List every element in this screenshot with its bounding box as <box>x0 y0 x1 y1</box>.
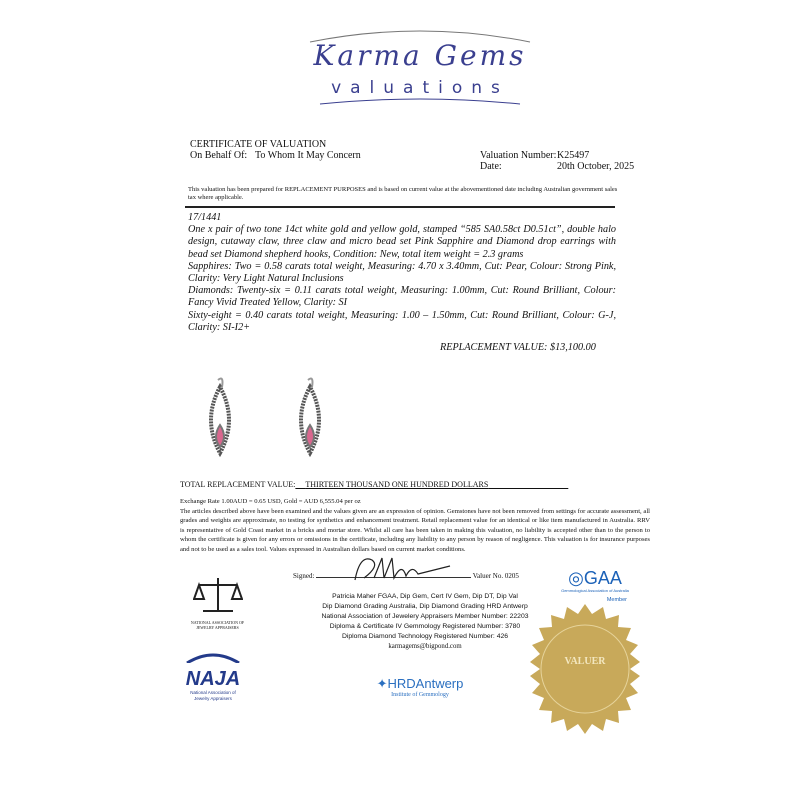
disclaimer: This valuation has been prepared for REPLACEMENT PURPOSES and is based on current value at the abovementioned date including Australian government sales tax where applicable. <box>188 186 618 201</box>
terms <box>180 497 650 554</box>
gaa-subtitle: Gemmological Association of Australia <box>561 588 629 593</box>
valuer-number: Valuer No. 0205 <box>472 572 519 580</box>
item-line: Sapphires: Two = 0.58 carats total weight, Measuring: 4.70 x 3.40mm, Cut: Pear, Colour: Strong Pink, Clarity: Very Light Natural Inclusions <box>188 260 616 285</box>
certificate-title: CERTIFICATE OF VALUATION <box>190 139 327 150</box>
item-line: Sixty-eight = 0.40 carats total weight, Measuring: 1.00 – 1.50mm, Cut: Round Brilliant, Colour: G-J, Clarity: SI-I2+ <box>188 309 616 333</box>
gaa-member: Member <box>606 597 627 603</box>
credential-line: Diploma Diamond Technology Registered Number: 426 <box>341 633 509 640</box>
hrd-star-icon: ✦ <box>376 676 388 691</box>
gaa-logo <box>555 568 635 604</box>
credential-line: Dip Diamond Grading Australia, Dip Diamond Grading HRD Antwerp <box>322 603 528 610</box>
date-label: Date: <box>480 161 502 172</box>
credentials <box>300 592 550 652</box>
item-line: Diamonds: Twenty-six = 0.11 carats total weight, Measuring: 1.00mm, Cut: Round Brilliant, Colour: Fancy Vivid Treated Yellow, Clarity: SI <box>188 285 616 309</box>
total-value: THIRTEEN THOUSAND ONE HUNDRED DOLLARS <box>305 480 489 489</box>
item-description <box>188 212 616 334</box>
item-line: One x pair of two tone 14ct white gold and yellow gold, stamped “585 SA0.58ct D0.51ct”, double halo design, cutaway claw, three claw and micro bead set Pink Sapphire and Diamond drop earrings with bead set Diamond shepherd hooks, Condition: New, total item weight = 2.3 grams <box>188 224 616 260</box>
hrd-logo <box>360 676 480 699</box>
gaa-diamond-icon: ◎ <box>568 568 584 588</box>
valuation-number: K25497 <box>557 150 590 161</box>
seal-text: VALUER <box>564 656 606 667</box>
seal-icon <box>520 604 650 734</box>
total-replacement-value <box>180 480 650 490</box>
hrd-text: HRDAntwerp <box>387 676 464 691</box>
signature-icon <box>350 552 460 582</box>
naja-arc-icon <box>183 651 243 663</box>
item-number: 17/1441 <box>188 212 222 223</box>
gaa-text: GAA <box>583 568 622 588</box>
valuation-number-label: Valuation Number: <box>480 150 557 161</box>
signed-label: Signed: <box>293 572 315 580</box>
earrings-photo <box>200 375 330 465</box>
terms-text: The articles described above have been examined and the values given are an expression of opinion. Gemstones have not been removed from settings for accurate assessment, all grades and weights are approximate, no testing for synthetics and enhancement treatment. Retail replacement value for an identical or like item manufactured in Australia. RRV is representative of Gold Coast market in a bricks and mortar store. Whilst all care has been taken in making this valuation, no liability is accepted other than to the person to whom the certificate is given for any errors or omissions in the certificate, including any liability to any person by reason of negligence. This valuation is for insurance purposes and not to be used as a sales tool. Values expressed in Australian dollars based on current market conditions. <box>180 507 650 553</box>
naja-small-text: NATIONAL ASSOCIATION OF JEWELRY APPRAISERS <box>190 620 245 630</box>
date-value: 20th October, 2025 <box>557 161 635 172</box>
naja-logo <box>183 650 243 702</box>
logo-title: Karma Gems <box>313 39 527 72</box>
credential-line: Patricia Maher FGAA, Dip Gem, Cert IV Gem, Dip DT, Dip Val <box>332 593 518 600</box>
credential-line: Diploma & Certificate IV Gemmology Registered Number: 3780 <box>329 623 521 630</box>
behalf-value: To Whom It May Concern <box>255 150 361 161</box>
divider <box>185 206 615 208</box>
naja-scales-logo <box>185 575 250 630</box>
naja-text: NAJA <box>185 668 241 690</box>
behalf-label: On Behalf Of: <box>190 150 248 161</box>
email: karmagems@bigpond.com <box>388 643 462 650</box>
total-label: TOTAL REPLACEMENT VALUE: <box>180 480 296 489</box>
exchange-rate: Exchange Rate 1.00AUD = 0.65 USD, Gold = AUD 6,555.04 per oz <box>180 498 361 505</box>
credential-line: National Association of Jewelery Appraisers Member Number: 22203 <box>321 613 529 620</box>
naja-subtitle: National Association of Jewelry Appraisers <box>190 690 236 701</box>
hrd-subtitle: Institute of Gemmology <box>391 692 449 698</box>
scales-icon <box>193 575 243 615</box>
replacement-value: REPLACEMENT VALUE: $13,100.00 <box>440 342 596 353</box>
valuer-seal <box>520 604 650 734</box>
logo-subtitle: valuations <box>331 78 509 98</box>
